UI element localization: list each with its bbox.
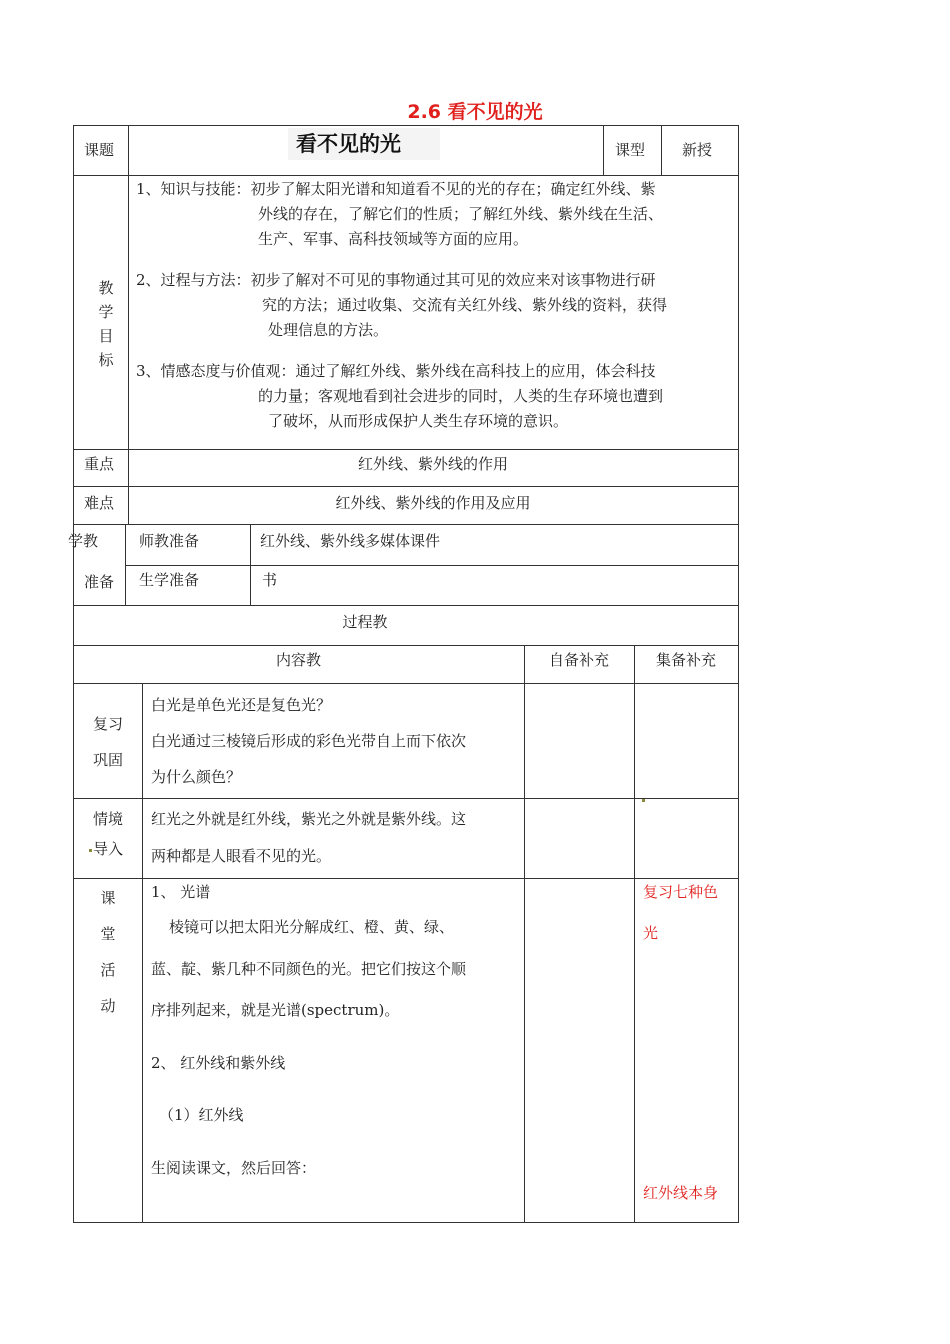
- column-content-header: 内容教: [275, 651, 321, 669]
- goal-3-line-1: 3、情感态度与价值观：通过了解红外线、紫外线在高科技上的应用，体会科技: [136, 362, 656, 380]
- goal-1-line-2: 外线的存在，了解它们的性质；了解红外线、紫外线在生活、: [258, 205, 664, 223]
- review-line-3: 为什么颜色？: [151, 768, 242, 786]
- review-line-1: 白光是单色光还是复色光？: [151, 696, 332, 714]
- difficulty-value: 红外线、紫外线的作用及应用: [335, 494, 531, 512]
- activity-heading-1: 1、 光谱: [151, 883, 211, 901]
- group-note-2: 红外线本身: [643, 1184, 719, 1202]
- prep-label-top: 学教: [68, 532, 99, 550]
- student-prep-value: 书: [262, 571, 278, 589]
- course-type-value: 新授: [682, 141, 713, 159]
- goal-1-line-1: 1、知识与技能：初步了解太阳光谱和知道看不见的光的存在；确定红外线、紫: [136, 180, 656, 198]
- review-line-2: 白光通过三棱镜后形成的彩色光带自上而下依次: [151, 732, 467, 750]
- course-type-label: 课型: [615, 141, 646, 159]
- activity-reading: 生阅读课文，然后回答：: [151, 1159, 317, 1177]
- group-note-1: 复习七种色: [643, 883, 719, 901]
- activity-label: 课堂活动: [100, 889, 116, 1015]
- key-point-value: 红外线、紫外线的作用: [357, 455, 508, 473]
- column-group-header: 集备补充: [655, 651, 716, 669]
- teacher-prep-value: 红外线、紫外线多媒体课件: [260, 532, 441, 550]
- teacher-prep-label: 师教准备: [139, 532, 200, 550]
- activity-sub-1: （1）红外线: [159, 1106, 244, 1124]
- goal-3-line-2: 的力量；客观地看到社会进步的同时，人类的生存环境也遭到: [258, 387, 664, 405]
- review-label: 复习巩固: [92, 715, 123, 769]
- goal-2-line-3: 处理信息的方法。: [268, 321, 389, 339]
- prep-label-bottom: 准备: [84, 573, 115, 591]
- topic-label: 课题: [84, 141, 115, 159]
- activity-para-line-2: 蓝、靛、紫几种不同颜色的光。把它们按这个顺: [151, 960, 467, 978]
- student-prep-label: 生学准备: [139, 571, 200, 589]
- goal-1-line-3: 生产、军事、高科技领域等方面的应用。: [258, 230, 529, 248]
- process-header: 过程教: [342, 613, 388, 631]
- document-title: 2.6 看不见的光: [407, 101, 543, 123]
- intro-line-1: 红光之外就是红外线，紫光之外就是紫外线。这: [151, 810, 467, 828]
- goal-2-line-2: 究的方法；通过收集、交流有关红外线、紫外线的资料，获得: [262, 296, 668, 314]
- key-point-label: 重点: [84, 455, 115, 473]
- goal-3-line-3: 了破坏，从而形成保护人类生存环境的意识。: [268, 412, 569, 430]
- intro-label: 情境导入: [92, 810, 123, 858]
- activity-heading-2: 2、 红外线和紫外线: [151, 1054, 286, 1072]
- group-note-1b: 光: [643, 924, 659, 942]
- activity-para-line-1: 棱镜可以把太阳光分解成红、橙、黄、绿、: [169, 918, 455, 936]
- stray-mark: [89, 849, 92, 852]
- activity-para-line-3: 序排列起来，就是光谱(spectrum)。: [151, 1001, 400, 1019]
- difficulty-label: 难点: [84, 494, 115, 512]
- goals-label: 教学目标: [98, 279, 114, 369]
- column-self-header: 自备补充: [548, 651, 609, 669]
- stray-mark: [642, 799, 645, 802]
- intro-line-2: 两种都是人眼看不见的光。: [151, 847, 332, 865]
- topic-title-image: 看不见的光: [288, 128, 440, 160]
- goal-2-line-1: 2、过程与方法：初步了解对不可见的事物通过其可见的效应来对该事物进行研: [136, 271, 656, 289]
